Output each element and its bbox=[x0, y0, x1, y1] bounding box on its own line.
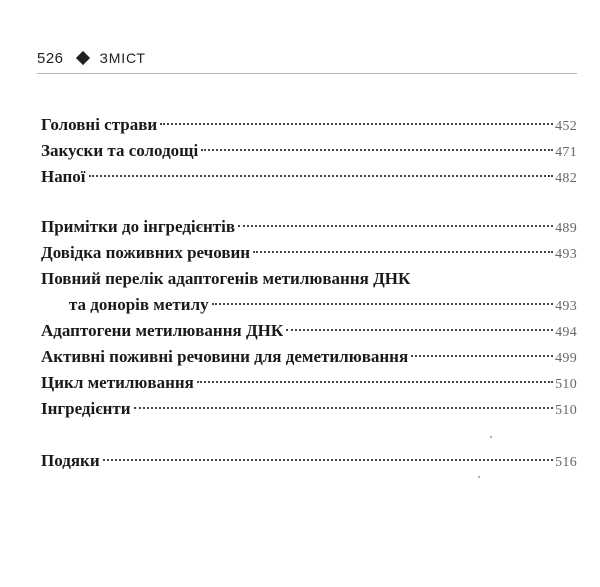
toc-entry-main-dishes[interactable] bbox=[41, 112, 577, 138]
toc-entry-page: 452 bbox=[555, 119, 577, 134]
toc-entry-methyl-donors[interactable] bbox=[41, 292, 577, 318]
print-speck bbox=[478, 476, 480, 478]
toc-entry-title: Примітки до інгредієнтів bbox=[41, 217, 236, 236]
toc-entry-page: 510 bbox=[555, 377, 577, 392]
toc-entry-nutrient-reference[interactable] bbox=[41, 240, 577, 266]
leader-dots bbox=[238, 225, 553, 227]
toc-entry-page: 493 bbox=[555, 299, 577, 314]
toc-entry-title: Адаптогени метилювання ДНК bbox=[41, 321, 284, 340]
group-spacer bbox=[41, 190, 577, 214]
leader-dots bbox=[253, 251, 553, 253]
toc-entry-methylation-cycle[interactable] bbox=[41, 370, 577, 396]
toc-entry-title: Інгредієнти bbox=[41, 399, 131, 418]
toc-entry-title: Цикл метилювання bbox=[41, 373, 194, 392]
toc-entry-title: Активні поживні речовини для деметилювання bbox=[41, 347, 409, 366]
leader-dots bbox=[286, 329, 553, 331]
toc-entry-page: 493 bbox=[555, 247, 577, 262]
toc-entry-snacks-sweets[interactable] bbox=[41, 138, 577, 164]
group-spacer bbox=[41, 422, 577, 448]
running-header bbox=[37, 44, 146, 72]
toc-entry-title: Подяки bbox=[41, 451, 100, 470]
toc-entry-drinks[interactable] bbox=[41, 164, 577, 190]
table-of-contents bbox=[41, 112, 577, 474]
leader-dots bbox=[89, 175, 554, 177]
toc-entry-acknowledgements[interactable] bbox=[41, 448, 577, 474]
toc-entry-page: 471 bbox=[555, 145, 577, 160]
toc-entry-ingredient-notes[interactable] bbox=[41, 214, 577, 240]
toc-entry-page: 489 bbox=[555, 221, 577, 236]
toc-entry-title: Повний перелік адаптогенів метилювання ДНК bbox=[41, 269, 411, 288]
toc-entry-title: Закуски та солодощі bbox=[41, 141, 199, 160]
toc-entry-title: Головні страви bbox=[41, 115, 158, 134]
toc-entry-page: 516 bbox=[555, 455, 577, 470]
print-speck bbox=[490, 436, 492, 438]
leader-dots bbox=[103, 459, 553, 461]
toc-entry-page: 510 bbox=[555, 403, 577, 418]
toc-entry-page: 494 bbox=[555, 325, 577, 340]
toc-entry-dna-adaptogens[interactable] bbox=[41, 318, 577, 344]
page-number: 526 bbox=[37, 49, 64, 67]
toc-entry-title: Довідка поживних речовин bbox=[41, 243, 251, 262]
diamond-icon bbox=[75, 51, 89, 65]
toc-entry-adaptogens-full-list[interactable] bbox=[41, 266, 577, 292]
leader-dots bbox=[160, 123, 553, 125]
toc-entry-title: Напої bbox=[41, 167, 86, 186]
leader-dots bbox=[212, 303, 553, 305]
leader-dots bbox=[134, 407, 554, 409]
toc-entry-demethylation-nutrients[interactable] bbox=[41, 344, 577, 370]
section-title: ЗМІСТ bbox=[99, 50, 146, 66]
header-rule bbox=[37, 73, 577, 74]
toc-entry-page: 482 bbox=[555, 171, 577, 186]
leader-dots bbox=[197, 381, 553, 383]
toc-entry-ingredients[interactable] bbox=[41, 396, 577, 422]
leader-dots bbox=[411, 355, 553, 357]
leader-dots bbox=[201, 149, 553, 151]
toc-entry-title: та донорів метилу bbox=[69, 295, 209, 314]
toc-entry-page: 499 bbox=[555, 351, 577, 366]
